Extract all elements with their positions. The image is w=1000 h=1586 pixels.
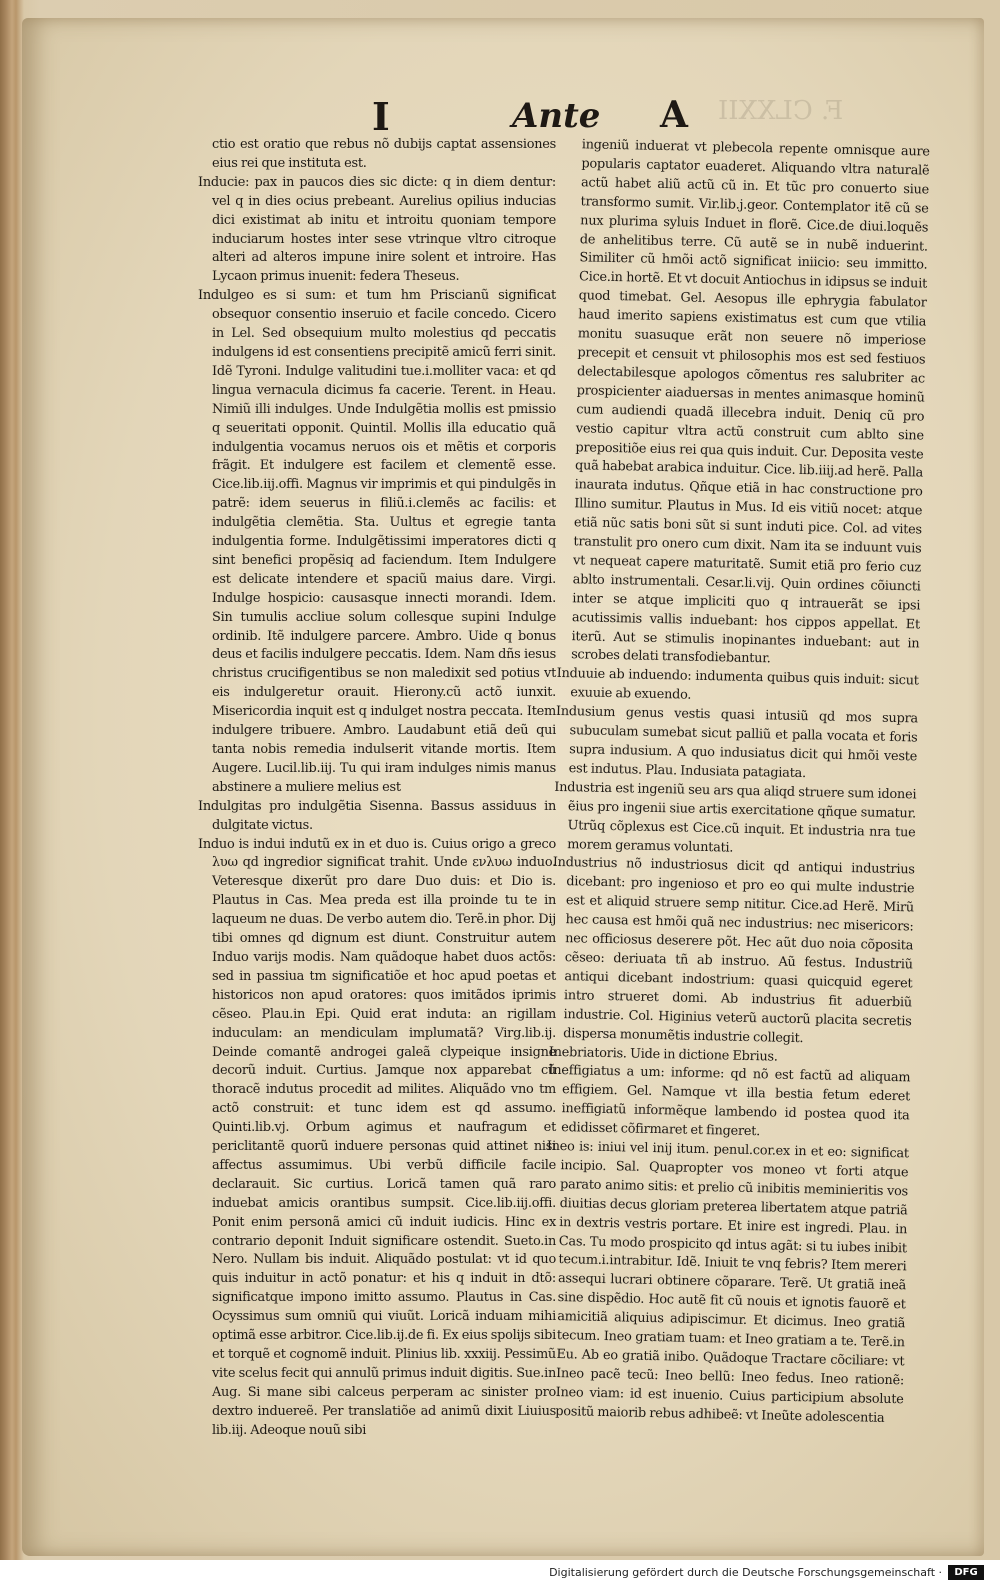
dictionary-entry: Indulgeo es si sum: et tum hm Priscianũ significat obsequor consentio inseruio et facile concedo. Cicero in Lel. Sed obsequium multo molestius qd peccatis indulgens id est consentiens precipitẽ amicũ ferri sinit. Idẽ Tyroni. Indulge valitudini tue.i.molliter vaca: et qd lingua vernacula dicimus fa cacerie. Terent. in Heau. Nimiũ illi indulges. Unde Indulgẽtia mollis est pmissio q seueritati opponit. Quintil. Mollis illa educatio quã indulgentia vocamus neruos ois et mẽtis et corporis frãgit. Et indulgere est facilem et clementẽ esse. Cice.lib.iij.offi. Magnus vir imprimis et qui pindulgẽs in patrẽ: idem seuerus in filiũ.i.clemẽs ac facilis: et indulgẽtia clemẽtia. Sta. Uultus et egregie tanta indulgentia forme. Indulgẽtissimi imperatores dicti q sint benefici propẽsiq ad faciendum. Item Indulgere est delicate intendere et spaciũ maius dare. Virgi. Indulge hospicio: causasque innecti morandi. Idem. Sin tumulis accliue solum collesque supini Indulge ordinib. Itẽ indulgere parcere. Ambro. Uide q bonus deus et facilis indulgere peccatis. Idem. Nam dñs iesus christus crucifigentibus se non maledixit sed potius vt eis indulgeretur orauit. Hierony.cũ actõ iunxit. Misericordia inquit est q indulget nostra peccata. Item indulgere tribuere. Ambro. Laudabunt etiã deũ qui tanta nobis remedia indulserit vitande mortis. Item Augere. Lucil.lib.iij. Tu qui iram indulges nimis manus abstinere a muliere melius est [198,288,556,795]
funding-notice: Digitalisierung gefördert durch die Deutsche Forschungsgemeinschaft · [549,1566,942,1579]
dictionary-entry: Indulgitas pro indulgẽtia Sisenna. Bassus assiduus in dulgitate victus. [198,798,556,833]
right-text-column [544,136,930,1426]
dictionary-entry: Industrius nõ industriosus dicit qd antiqui industrius dicebant: pro ingenioso et pro eo qui multe industrie est et aliquid struere semp nititur. Cice.ad Herẽ. Mirũ hec causa est hmõi quã nec industrius: nec misericors: nec officiosus deserere põt. Hec aũt duo noia cõposita cẽseo: deriuata tñ ab instruo. Aũ festus. Industriũ antiqui dicebant indostrium: quasi quicquid egeret intro strueret domi. Ab industrius fit aduerbiũ industrie. Col. Higinius veterũ auctorũ placita secretis dispersa monumẽtis industrie collegit. [552,855,915,1046]
dictionary-entry: Inebriatoris. Uide in dictione Ebrius. [548,1044,778,1065]
bleed-through-mark: F. CLXXII [718,96,844,126]
dictionary-entry: Induo is indui indutũ ex in et duo is. Cuius origo a greco λυω qd ingredior significat trahit. Unde ενλυω induo. Veteresque dixerũt pro dare Duo duis: et Dio is. Plautus in Cas. Mea preda est illa proinde tu te in laqueum ne duas. De verbo autem dio. Terẽ.in phor. Dij tibi omnes qd dignum est diunt. Construitur autem Induo varijs modis. Nam quãdoque habet duos actõs: sed in passiua tm significatiõe et hoc apud poetas et historicos non apud oratores: quos imitãdos iprimis cẽseo. Plau.in Epi. Quid erat induta: an rigillam induculam: an mendiculam implumatã? Virg.lib.ij. Deinde comantẽ androgei galeã clypeique insigne decorũ induit. Curtius. Jamque nox apparebat cũ thoracẽ indutus procedit ad milites. Aliquãdo vno tm actõ construit: et tunc idem est qd assumo. Quinti.lib.vj. Orbum agimus et naufragum et periclitantẽ quorũ induere personas quid attinet nisi affectus assumimus. Ubi verbũ difficile facile declarauit. Sic curtius. Loricã tamen quã raro induebat amicis orantibus sumpsit. Cice.lib.iij.offi. Ponit enim personã amici cũ induit iudicis. Hinc ex contrario deponit Induit significare ostendit. Sueto.in Nero. Nullam bis induit. Aliquãdo postulat: vt id quo quis induitur in actõ ponatur: et his q induit in dtõ: significatque impono imitto assumo. Plautus in Cas. Ocyssimus sum omniũ qui viuũt. Loricã induam mihi optimã esse arbitror. Cice.lib.ij.de fi. Ex eius spolijs sibi et torquẽ et cognomẽ induit. Plinius lib. xxxiij. Pessimũ vite scelus fecit qui annulũ primus induit digitis. Sue.in Aug. Si mane sibi calceus perperam ac sinister pro dextro induereẽ. Per translatiõe ad animũ dixit Liuius lib.iij. Adeoque nouũ sibi [198,836,556,1438]
dictionary-entry: ingeniũ induerat vt plebecola repente omnisque aure popularis captator euaderet. Aliquando vltra naturalẽ actũ habet aliũ actũ cũ in. Et tũc pro conuerto siue transformo sumit. Vir.lib.j.geor. Contemplator itẽ cũ se nux plurima syluis Induet in florẽ. Cice.de diui.loquẽs de anhelitibus terre. Cũ autẽ se in nubẽ induerint. Similiter cũ hmõi actõ significat iniicio: seu immitto. Cice.in hortẽ. Et vt docuit Antiochus in idipsus se induit quod timebat. Gel. Aesopus ille ephrygia fabulator haud imerito sapiens existimatus est cum que vtilia monitu suasuque erãt non seuere nõ imperiose precepit et censuit vt philosophis mos est sed festiuos delectabilesque apologos cõmentus res salubriter ac prospicienter aiaduersas in mentes animasque hominũ cum audiendi quadã illecebra induit. Deniq cũ pro vestio capitur vltra actũ construit cum ablto sine prepositiõe eius rei qua quis induit. Cur. Deposita veste quã habebat arabica induitur. Cice. lib.iiij.ad herẽ. Palla inaurata indutus. Qñque etiã in hac constructione pro Illino sumitur. Plautus in Mus. Id eis vitiũ nocet: atque etiã nũc satis boni sũt si sunt induti pice. Col. ad vites transtulit pro onero cum dixit. Nam ita se induunt vuis vt nequeat capere maturitatẽ. Sumit etiã pro ferio cuz ablto instrumentali. Cesar.li.vij. Quin ordines cõiuncti inter se atque impliciti quo q intrauerãt se ipsi acutissimis vallis induebant: hos cippos appellat. Et iterũ. Aut se stimulis inopinantes induebant: aut in scrobes delati transfodiebantur. [570,137,930,667]
header-title: Ante [512,96,601,136]
digitization-footer [0,1560,1000,1586]
dictionary-entry: Ineffigiatus a um: informe: qd nõ est factũ ad aliquam effigiem. Gel. Namque vt illa bestia fetum ederet ineffigiatũ informẽque lambendo id postea quod ita edidisset cõfirmaret et fingeret. [548,1063,911,1140]
header-right-letter: A [660,94,688,136]
left-text-column [198,136,556,1438]
header-left-letter: I [372,94,390,139]
dictionary-entry: Ineo is: iniui vel inij itum. penul.cor.ex in et eo: significat incipio. Sal. Quapropter vos moneo vt forti atque parato animo sitis: et prelio cũ inibitis meminieritis vos diuitias decus gloriam preterea libertatem atque patriã in dextris vestris portare. Et inire est ingredi. Plau. in Cas. Tu modo prospicito qd intus agãt: si tu iubes inibit tecum.i.intrabitur. Idẽ. Iniuit te vnq febris? Item mereri assequi lucrari obtinere cõparare. Terẽ. Ut gratiã ineã sine dispẽdio. Hoc autẽ fit cũ nouis et ignotis fauorẽ et amicitiã aliquius adipiscimur. Et dicimus. Ineo gratiã tecum. Ineo gratiam tuam: et Ineo gratiam a te. Terẽ.in Eu. Ab eo gratiã inibo. Quãdoque Tractare cõciliare: vt Ineo pacẽ tecũ: Ineo bellũ: Ineo fedus. Ineo rationẽ: Ineo viam: id est inuenio. Cuius participium absolute positũ maiorib rebus adhibeẽ: vt Ineũte adolescentia [546,1138,909,1426]
dictionary-entry: Inducie: pax in paucos dies sic dicte: q in diem dentur: vel q in dies ocius prebeant. Aurelius opilius inducias dici existimat ab initu et introitu quoniam tempore induciarum hostes inter sese vtrinque vltro citroque alteri ad alteros impune inire solent et introire. Has Lycaon primus inuenit: federa Theseus. [198,174,556,285]
dfg-logo: DFG [948,1565,984,1580]
dictionary-entry: Industria est ingeniũ seu ars qua aliqd struere sum idonei ẽius pro ingenii siue artis exercitatione qñque sumatur. Utrũq cõplexus est Cice.cũ inquit. Et industria nra tue morem geramus voluntati. [554,779,917,856]
dictionary-entry: ctio est oratio que rebus nõ dubijs captat assensiones eius rei que instituta est. [212,137,556,171]
dictionary-entry: Induuie ab induendo: indumenta quibus quis induit: sicut exuuie ab exuendo. [556,666,919,703]
dictionary-entry: Indusium genus vestis quasi intusiũ qd mos supra subuculam sumebat sicut palliũ et palla vocata et foris supra indusium. A quo indusiatus dicit qui hmõi veste est indutus. Plau. Indusiata patagiata. [555,704,919,782]
